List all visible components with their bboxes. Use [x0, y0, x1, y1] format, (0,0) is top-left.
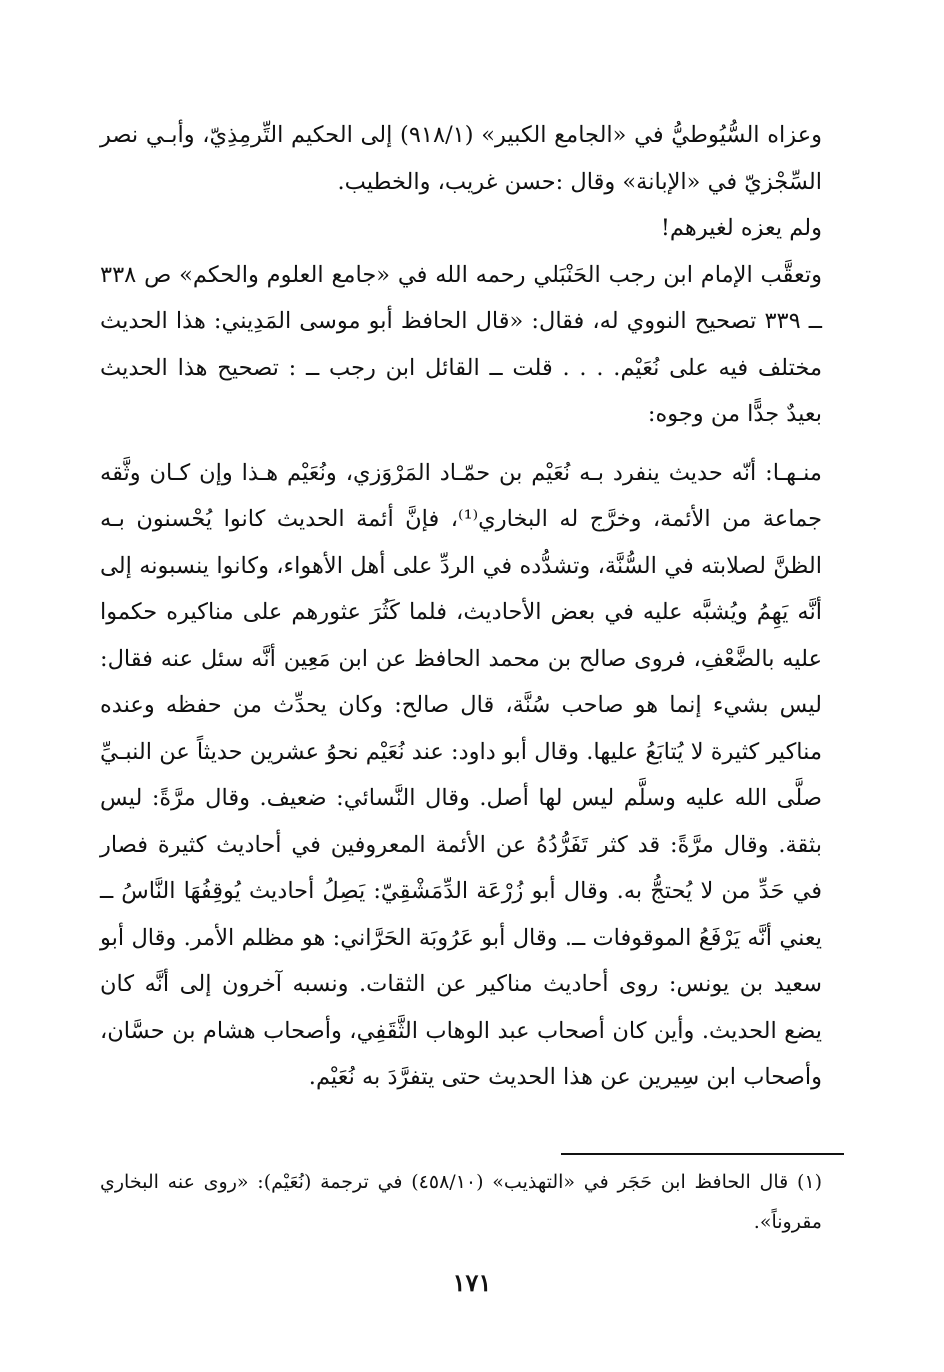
paragraph-note: ولم يعزه لغيرهم!	[660, 215, 822, 241]
paragraph-ibn-rajab: وتعقَّب الإمام ابن رجب الحَنْبَلي رحمه الله في «جامع العلوم والحكم» ص ٣٣٨ ــ ٣٣٩ تصحيح النووي له، فقال: «قال الحافظ أبو موسى المَدِيني: هذا الحديث مختلف فيه على نُعَيْم. . . . قلت ــ القائل ابن رجب ــ : تصحيح هذا الحديث بعيدٌ جدًّا من وجوه:	[100, 261, 822, 427]
paragraph-attribution: وعزاه السُّيُوطيُّ في «الجامع الكبير» (٩١٨/١) إلى الحكيم التِّرمِذِيّ، وأبـي نصر السِّجْزيّ في «الإبانة» وقال :حسن غريب، والخطيب.	[100, 122, 822, 195]
main-text	[100, 112, 822, 1101]
page-number: ١٧١	[452, 1268, 492, 1297]
footnote-divider	[561, 1153, 844, 1155]
paragraph-reasons: منـهـا: أنّه حديث ينفرد بـه نُعَيْم بن حمّـاد المَرْوَزي، ونُعَيْم هـذا وإن كـان وثَّقه جماعة من الأئمة، وخرَّج له البخاري⁽¹⁾، فإنَّ أئمة الحديث كانوا يُحْسنون بـه الظنَّ لصلابته في السُّنَّة، وتشدُّده في الردِّ على أهل الأهواء، وكانوا ينسبونه إلى أنَّه يَهِمُ ويُشبَّه عليه في بعض الأحاديث، فلما كَثُرَ عثورهم على مناكيره حكموا عليه بالضَّعْفِ، فروى صالح بن محمد الحافظ عن ابن مَعِين أنَّه سئل عنه فقال: ليس بشيء إنما هو صاحب سُنَّة، قال صالح: وكان يحدِّث من حفظه وعنده مناكير كثيرة لا يُتابَعُ عليها. وقال أبو داود: عند نُعَيْم نحوُ عشرين حديثاً عن النبـيِّ صلَّى الله عليه وسلَّم ليس لها أصل. وقال النَّسائي: ضعيف. وقال مرَّةً: ليس بثقة. وقال مرَّةً: قد كثر تَفَرُّدُهُ عن الأئمة المعروفين في أحاديث كثيرة فصار في حَدِّ من لا يُحتجُّ به. وقال أبو زُرْعَة الدِّمَشْقِيّ: يَصِلُ أحاديث يُوقِفُهَا النَّاسُ ــ يعني أنَّه يَرْفَعُ الموقوفات ــ. وقال أبو عَرُوبَة الحَرَّاني: هو مظلم الأمر. وقال أبو سعيد بن يونس: روى أحاديث مناكير عن الثقات. ونسبه آخرون إلى أنَّه كان يضع الحديث. وأين كان أصحاب عبد الوهاب الثَّقَفِي، وأصحاب هشام بن حسَّان، وأصحاب ابن سِيرين عن هذا الحديث حتى يتفرَّدَ به نُعَيْم.	[100, 459, 822, 1090]
footnotes	[100, 1162, 822, 1242]
footnote-1: (١) قال الحافظ ابن حَجَر في «التهذيب» (٤٥٨/١٠) في ترجمة (نُعَيْم): «روى عنه البخاري مقروناً».	[100, 1171, 823, 1233]
